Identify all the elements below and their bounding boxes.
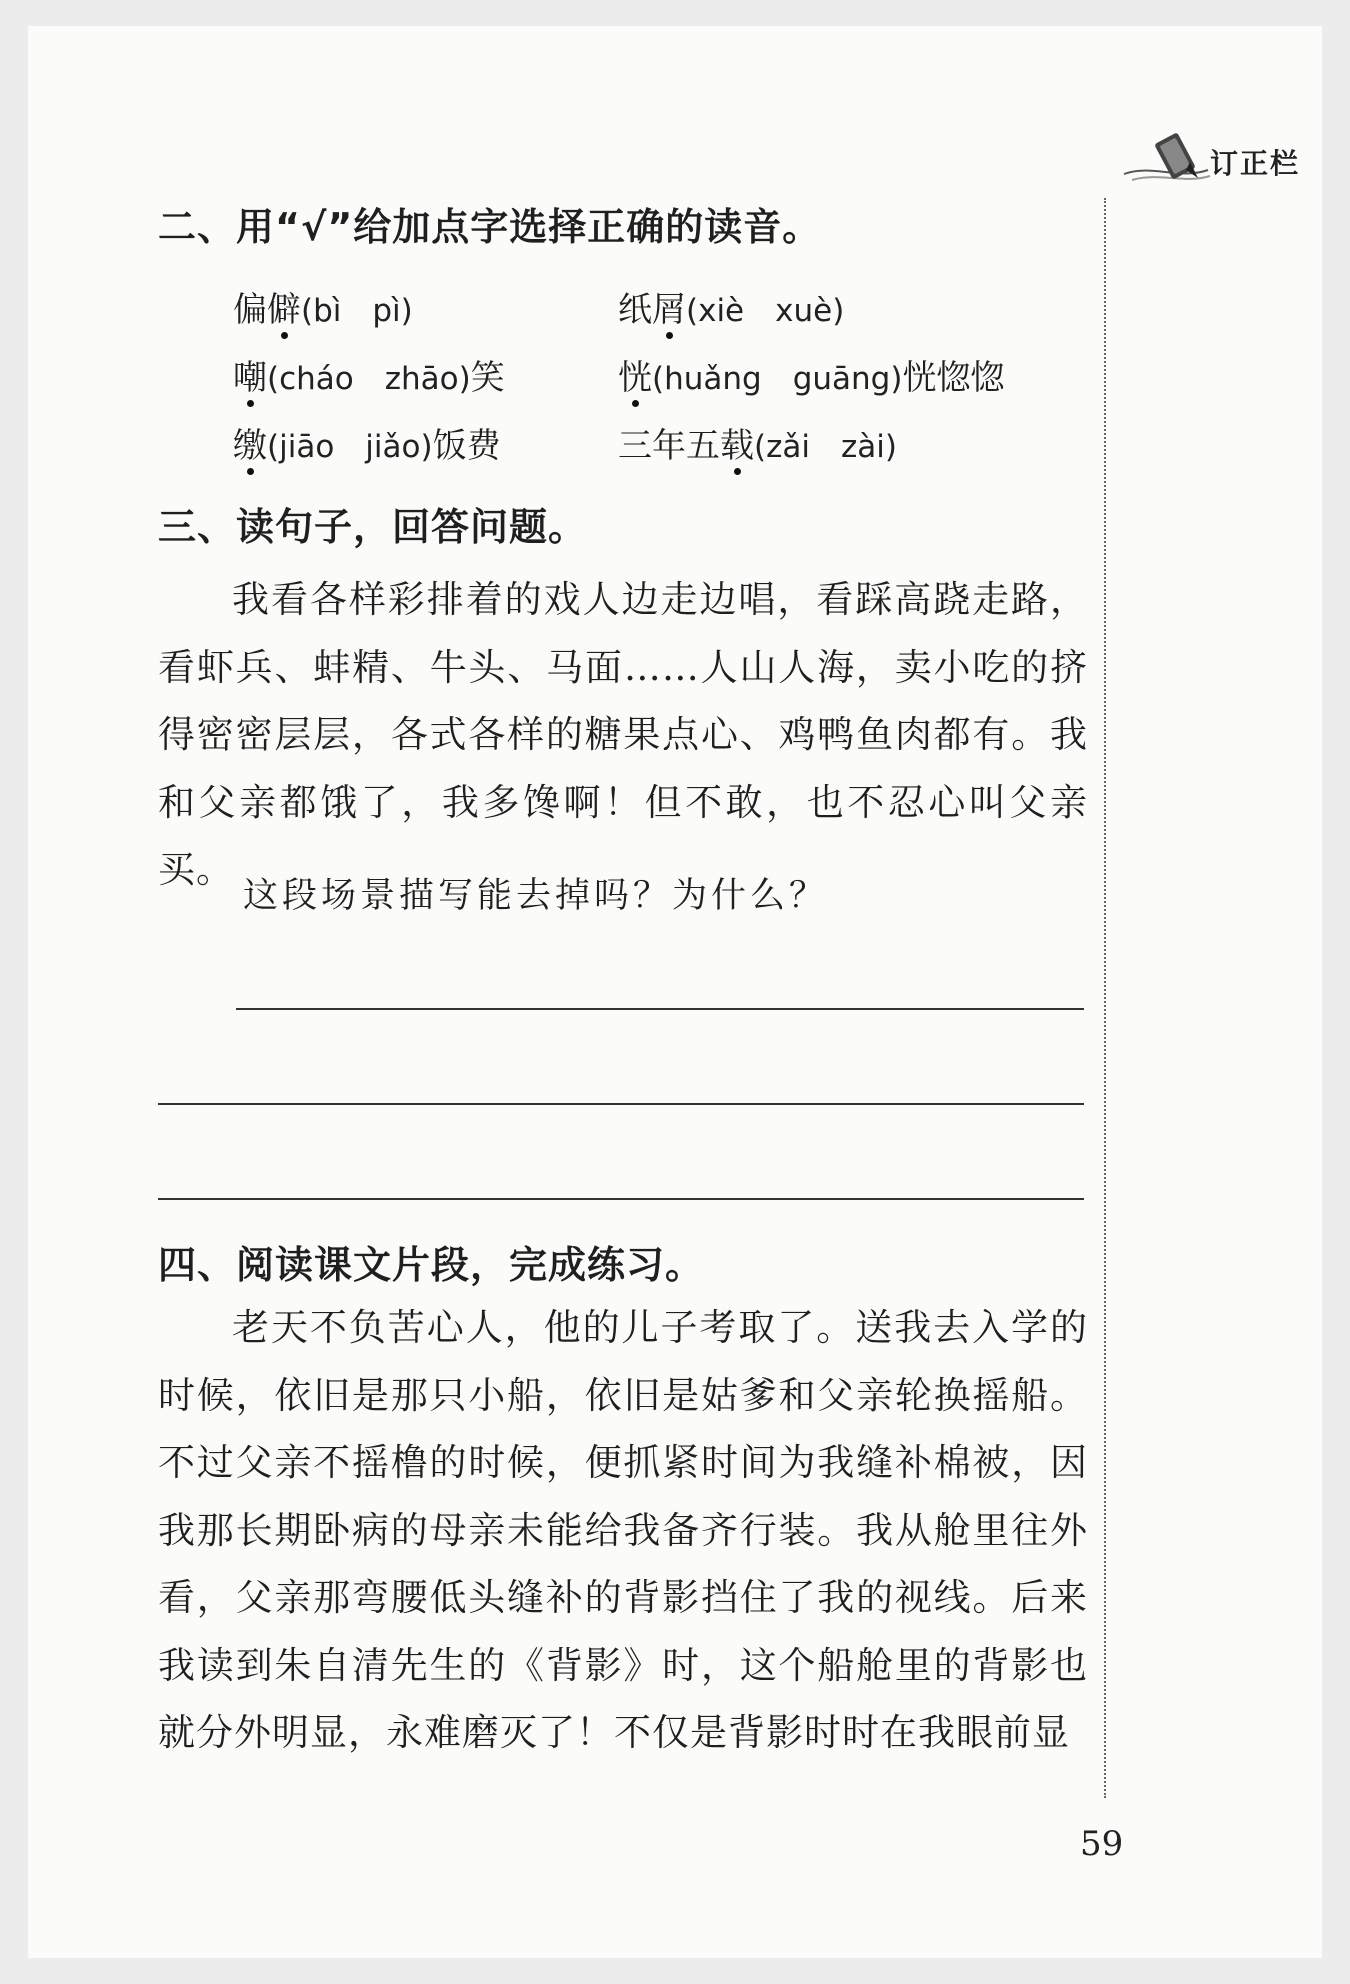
item-5-pinyin-options[interactable]: (jiāo jiǎo) — [267, 429, 433, 465]
pinyin-item-1 — [233, 282, 413, 331]
section-3-question: 这段场景描写能去掉吗？为什么？ — [243, 876, 829, 916]
item-2-before: 纸 — [618, 290, 652, 330]
item-6-dotted-char: 载 — [720, 418, 754, 467]
section-3-passage: 我看各样彩排着的戏人边走边唱，看踩高跷走路，看虾兵、蚌精、牛头、马面……人山人海，卖小吃的挤得密密层层，各式各样的糖果点心、鸡鸭鱼肉都有。我和父亲都饿了，我多馋啊！但不敢，也不忍心叫父亲买。 — [158, 578, 1088, 891]
correction-column-label: 订正栏 — [1210, 147, 1301, 180]
pinyin-item-3 — [233, 350, 505, 399]
item-6-before: 三年五 — [618, 426, 720, 466]
pinyin-item-4 — [618, 350, 1004, 399]
section-4-heading: 四、阅读课文片段，完成练习。 — [158, 1243, 705, 1287]
item-1-pinyin-options[interactable]: (bì pì) — [301, 293, 413, 329]
item-3-dotted-char: 嘲 — [233, 350, 267, 399]
workbook-page — [28, 26, 1322, 1958]
item-5-tail: 饭费 — [432, 426, 501, 466]
page-number: 59 — [1080, 1824, 1124, 1864]
item-1-dotted-char: 僻 — [267, 282, 301, 331]
item-4-dotted-char: 恍 — [618, 350, 652, 399]
section-2-heading: 二、用“√”给加点字选择正确的读音。 — [158, 205, 822, 249]
pinyin-item-5 — [233, 418, 501, 467]
correction-margin-divider — [1104, 198, 1106, 1798]
item-3-tail: 笑 — [470, 358, 505, 398]
item-4-tail: 恍惚惚 — [902, 358, 1005, 398]
section-3-heading: 三、读句子，回答问题。 — [158, 505, 588, 549]
pinyin-item-2 — [618, 282, 844, 331]
answer-line-1[interactable] — [236, 1008, 1084, 1010]
item-1-before: 偏 — [233, 290, 267, 330]
item-2-pinyin-options[interactable]: (xiè xuè) — [686, 293, 845, 329]
item-4-pinyin-options[interactable]: (huǎng guāng) — [652, 361, 903, 397]
item-3-pinyin-options[interactable]: (cháo zhāo) — [267, 361, 471, 397]
pinyin-item-6 — [618, 418, 897, 467]
answer-line-3[interactable] — [158, 1198, 1084, 1200]
item-6-pinyin-options[interactable]: (zǎi zài) — [754, 429, 897, 465]
correction-column-header — [1120, 130, 1330, 190]
section-4-passage: 老天不负苦心人，他的儿子考取了。送我去入学的时候，依旧是那只小船，依旧是姑爹和父亲轮换摇船。不过父亲不摇橹的时候，便抓紧时间为我缝补棉被，因我那长期卧病的母亲未能给我备齐行装。我从舱里往外看，父亲那弯腰低头缝补的背影挡住了我的视线。后来我读到朱自清先生的《背影》时，这个船舱里的背影也就分外明显，永难磨灭了！不仅是背影时时在我眼前显 — [158, 1306, 1088, 1754]
item-2-dotted-char: 屑 — [652, 282, 686, 331]
item-5-dotted-char: 缴 — [233, 418, 267, 467]
answer-line-2[interactable] — [158, 1103, 1084, 1105]
